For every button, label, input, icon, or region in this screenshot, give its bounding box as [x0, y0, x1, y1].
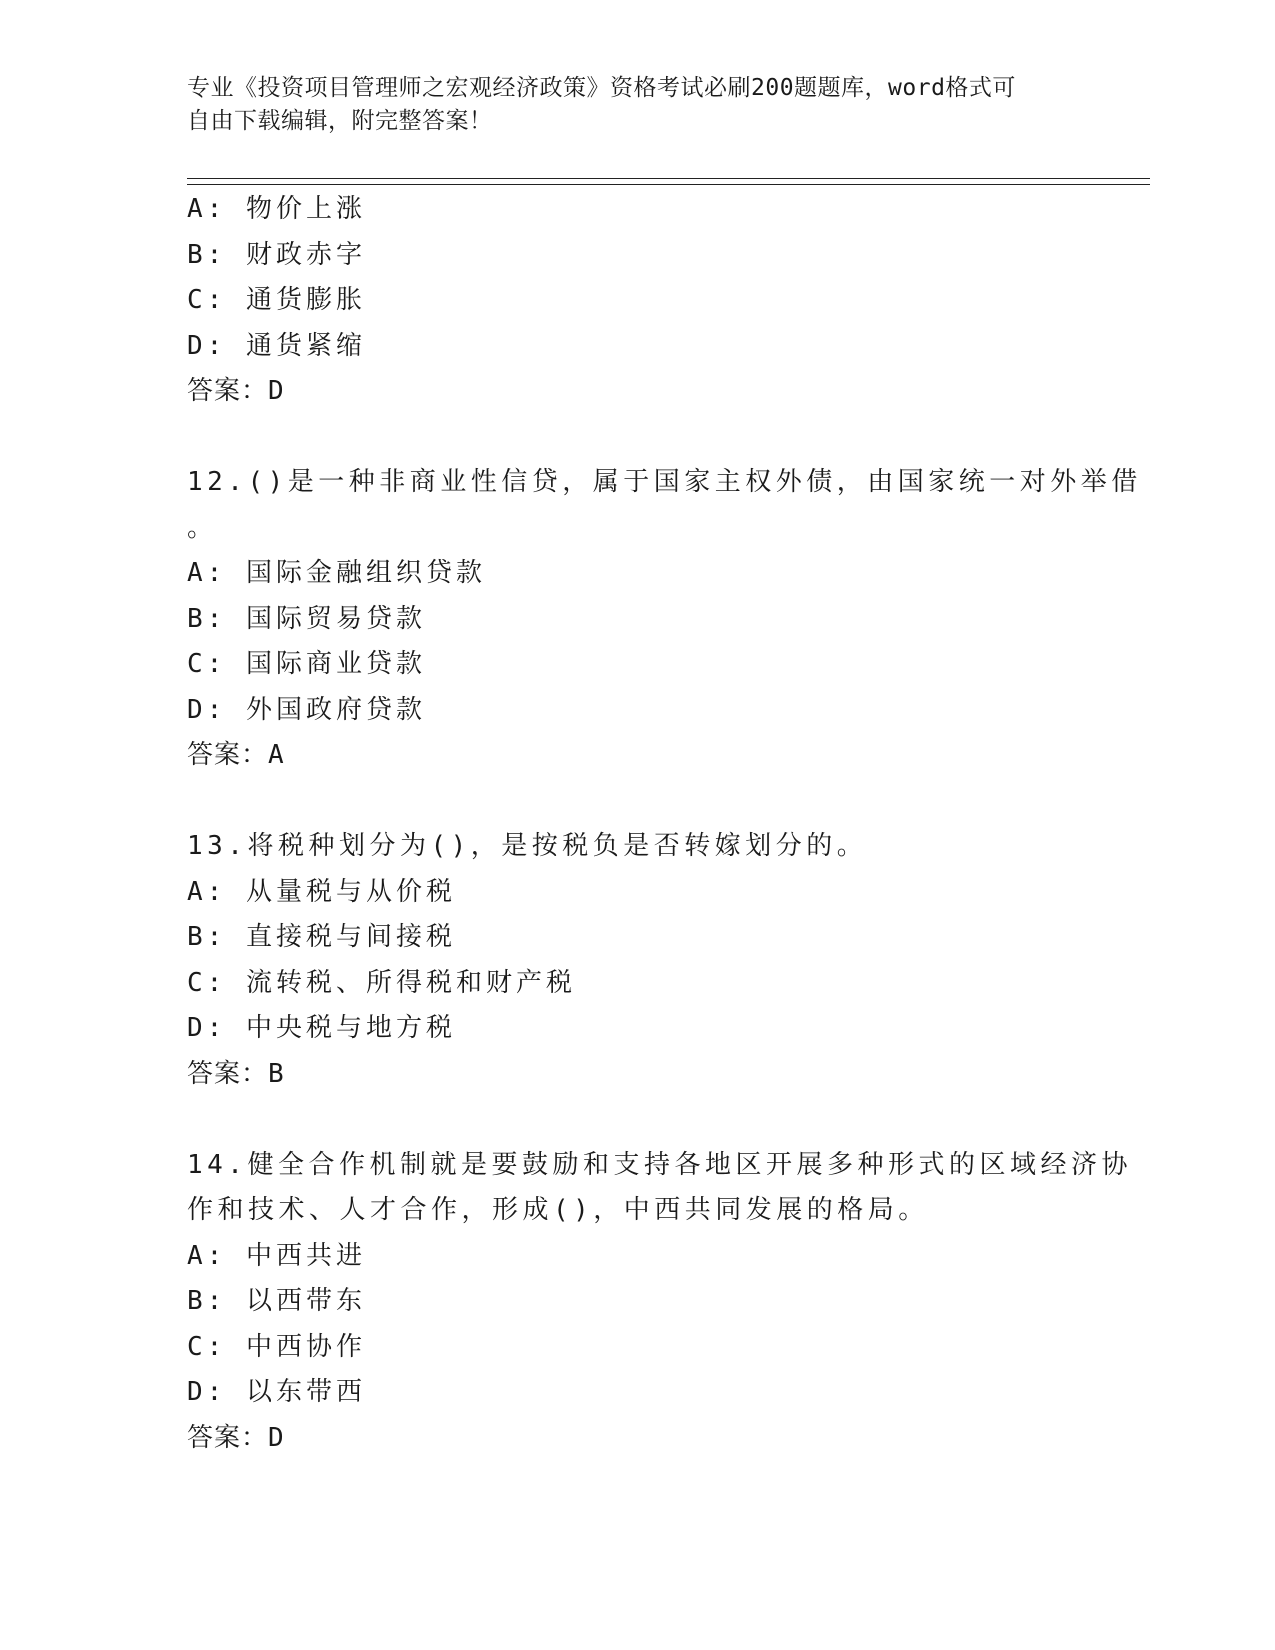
answer-line: 答案：B	[187, 1058, 285, 1089]
options-14	[187, 1234, 1087, 1462]
option-b: B: 以西带东	[187, 1286, 366, 1316]
header-rule-bottom	[187, 184, 1150, 185]
option-a: A: 从量税与从价税	[187, 876, 456, 907]
question-block-14	[187, 1143, 1132, 1234]
answer-line: 答案：D	[187, 376, 285, 406]
option-c: C: 流转税、所得税和财产税	[187, 967, 576, 998]
option-a: A: 物价上涨	[187, 194, 366, 224]
question-text-line-1: 12.()是一种非商业性信贷，属于国家主权外债，由国家统一对外举借	[187, 467, 1142, 497]
option-d: D: 通货紧缩	[187, 330, 366, 361]
question-text-line-2: 作和技术、人才合作，形成()，中西共同发展的格局。	[187, 1195, 929, 1225]
question-text-line-2: 。	[187, 512, 218, 543]
option-d: D: 外国政府贷款	[187, 694, 426, 725]
option-b: B: 财政赤字	[187, 239, 366, 270]
header-line-2: 自由下载编辑，附完整答案！	[187, 108, 493, 134]
answer-line: 答案：A	[187, 740, 285, 770]
question-text-line-1: 14.健全合作机制就是要鼓励和支持各地区开展多种形式的区域经济协	[187, 1149, 1132, 1180]
options-13	[187, 870, 1087, 1098]
option-d: D: 中央税与地方税	[187, 1013, 456, 1043]
option-c: C: 通货膨胀	[187, 285, 366, 315]
option-a: A: 中西共进	[187, 1240, 366, 1271]
spacer	[187, 415, 1087, 461]
header-rule-top	[187, 178, 1150, 179]
question-text-line-1: 13.将税种划分为()，是按税负是否转嫁划分的。	[187, 831, 868, 861]
header-line-1: 专业《投资项目管理师之宏观经济政策》资格考试必刷200题题库，word格式可	[187, 75, 1016, 101]
document-header	[187, 72, 1067, 138]
spacer	[187, 1097, 1087, 1143]
option-b: B: 直接税与间接税	[187, 922, 456, 952]
question-block-13	[187, 824, 1087, 870]
option-d: D: 以东带西	[187, 1377, 366, 1407]
option-c: C: 中西协作	[187, 1331, 366, 1362]
option-a: A: 国际金融组织贷款	[187, 558, 486, 588]
question-block-12	[187, 460, 1142, 551]
options-12	[187, 551, 1087, 779]
option-c: C: 国际商业贷款	[187, 649, 426, 679]
document-body	[187, 187, 1142, 1461]
option-b: B: 国际贸易贷款	[187, 603, 426, 634]
spacer	[187, 779, 1087, 825]
answer-line: 答案：D	[187, 1422, 285, 1453]
question-block-11	[187, 187, 1087, 415]
